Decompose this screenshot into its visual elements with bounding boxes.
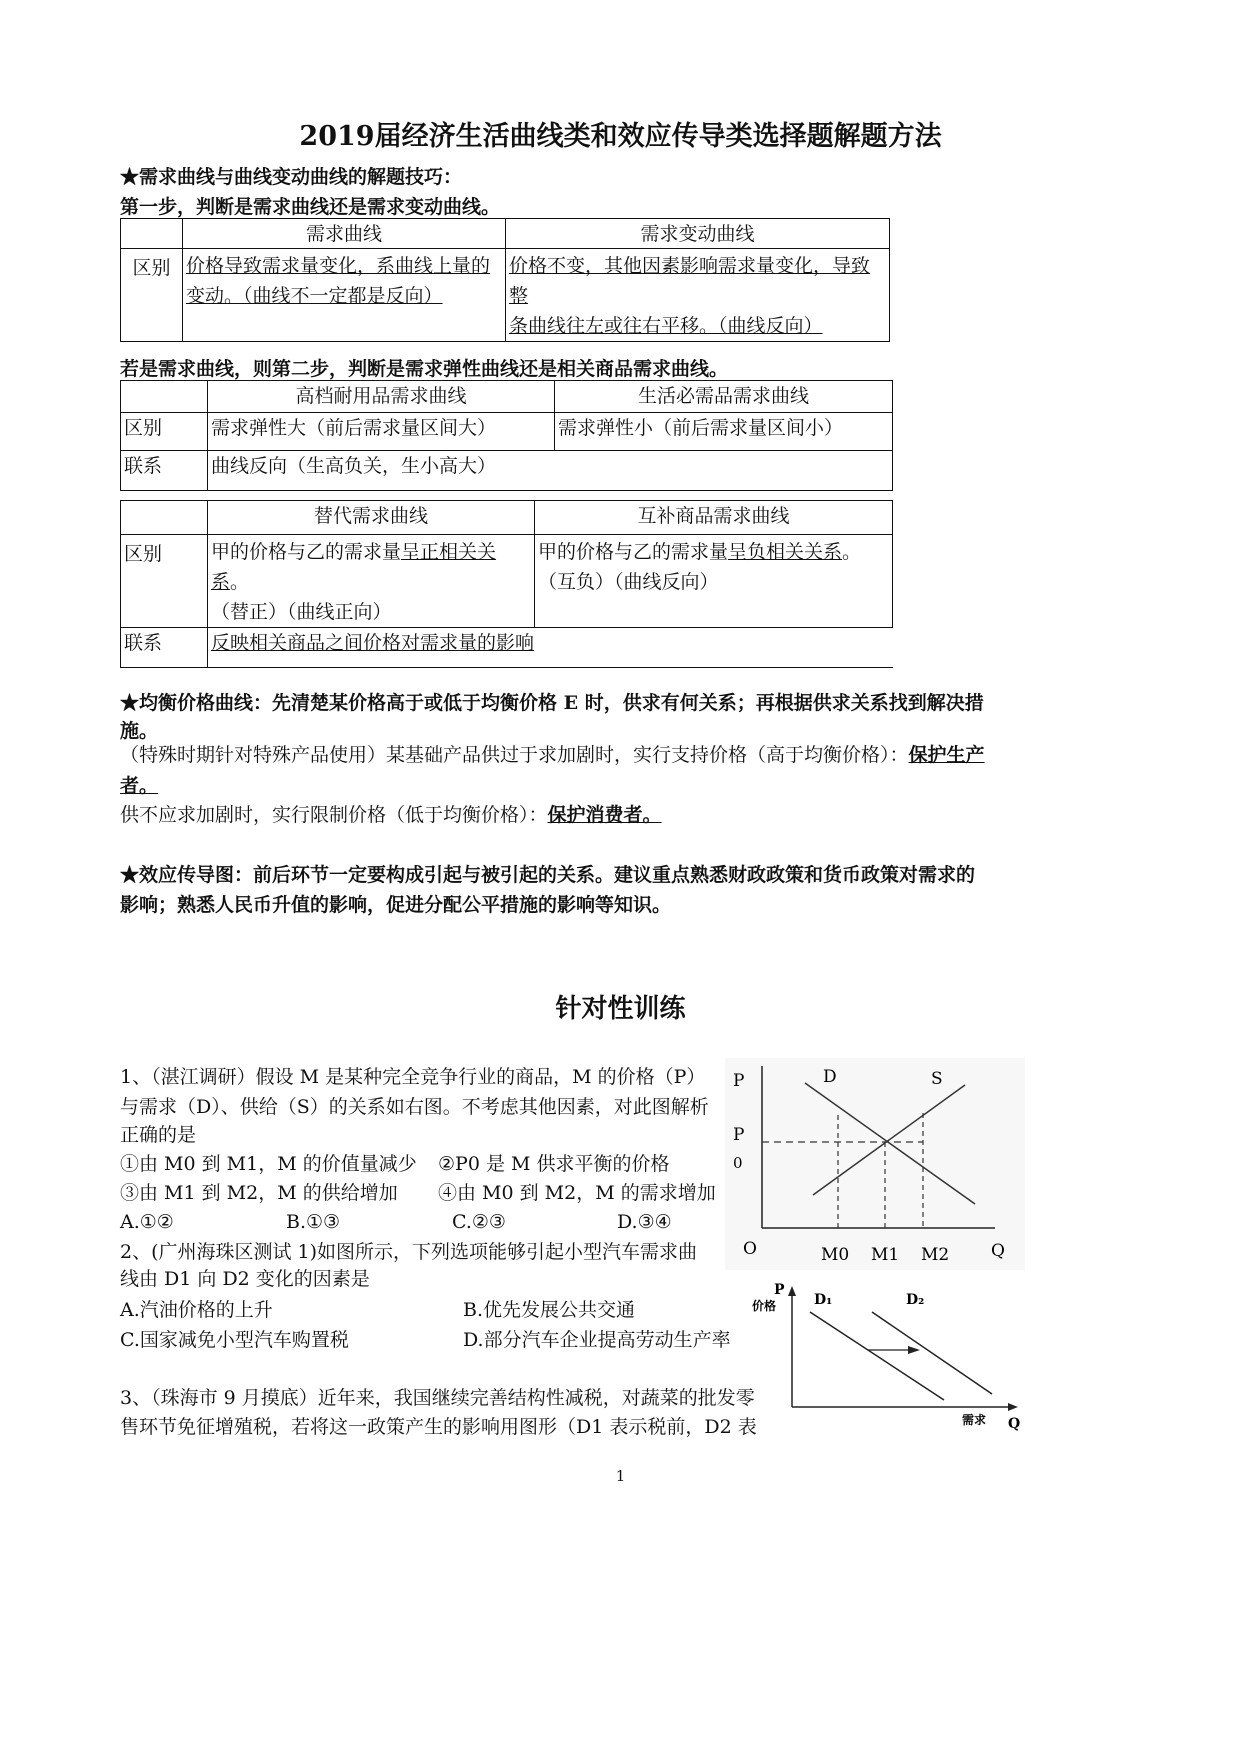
x-axis-arrow [1008, 1403, 1018, 1411]
d2-label: D₂ [906, 1292, 925, 1308]
q-label: Q [1008, 1416, 1021, 1432]
m1-label: M1 [871, 1245, 900, 1265]
q2-option-c: C.国家减免小型汽车购置税 [120, 1329, 349, 1351]
equilibrium-heading: ★均衡价格曲线：先清楚某价格高于或低于均衡价格 E 时，供求有何关系；再根据供求关系找到解决措 [120, 692, 984, 714]
table-header: 替代需求曲线 [208, 501, 535, 535]
table-cell: 甲的价格与乙的需求量 [211, 541, 402, 563]
shift-arrow-head [908, 1346, 920, 1354]
p-label: P [774, 1282, 785, 1298]
table-related-goods: 替代需求曲线 互补商品需求曲线 区别 甲的价格与乙的需求量呈正相关关系。 （替正）（曲线正向） 甲的价格与乙的需求量呈负相关关系。 （互负）（曲线反向） 联系 反映相关商品之间价格对需求量的影响 [120, 500, 893, 668]
paragraph-text: （特殊时期针对特殊产品使用）某基础产品供过于求加剧时，实行支持价格（高于均衡价格）： [120, 744, 909, 766]
d1-label: D₁ [814, 1292, 833, 1308]
equilibrium-heading-cont: 施。 [120, 720, 159, 742]
table-cell: 变动。（曲线不一定都是反向） [186, 285, 443, 307]
supply-demand-figure [725, 1058, 1025, 1270]
table-demand-curve-vs-shift [120, 218, 890, 342]
q1-statement: ④由 M0 到 M2，M 的需求增加 [438, 1182, 716, 1204]
effect-chain-heading-cont: 影响；熟悉人民币升值的影响，促进分配公平措施的影响等知识。 [120, 894, 672, 916]
q1-statement: ③由 M1 到 M2，M 的供给增加 [120, 1182, 398, 1204]
s-label: S [931, 1069, 943, 1089]
q1-stem: 正确的是 [120, 1124, 197, 1146]
step-two: 若是需求曲线，则第二步，判断是需求弹性曲线还是相关商品需求曲线。 [120, 358, 729, 380]
demand-label: 需求 [962, 1413, 987, 1427]
table-cell: 需求弹性大（前后需求量区间大） [208, 413, 555, 451]
table-header: 生活必需品需求曲线 [555, 381, 893, 413]
p0-subscript: 0 [733, 1154, 743, 1172]
section-heading: ★需求曲线与曲线变动曲线的解题技巧： [120, 166, 463, 188]
origin-label: O [743, 1239, 757, 1259]
q2-option-b: B.优先发展公共交通 [463, 1299, 636, 1321]
table-cell: 曲线反向（生高负关，生小高大） [208, 451, 893, 491]
d-label: D [823, 1067, 837, 1087]
table-header: 需求曲线 [183, 219, 506, 249]
table-cell: 条曲线往左或往右平移。（曲线反向） [509, 315, 823, 337]
q3-stem: 3、（珠海市 9 月摸底）近年来，我国继续完善结构性减税，对蔬菜的批发零 [120, 1387, 755, 1409]
q1-option-b: B.①③ [286, 1211, 341, 1233]
q2-stem: 2、(广州海珠区测试 1)如图所示，下列选项能够引起小型汽车需求曲 [120, 1241, 698, 1263]
page-number: 1 [615, 1467, 626, 1485]
q1-option-d: D.③④ [617, 1211, 672, 1233]
m0-label: M0 [821, 1245, 850, 1265]
row-label: 区别 [121, 249, 183, 342]
paragraph-text: 供不应求加剧时，实行限制价格（低于均衡价格）： [120, 804, 548, 826]
table-cell: 需求弹性小（前后需求量区间小） [555, 413, 893, 451]
q2-option-a: A.汽油价格的上升 [120, 1299, 273, 1321]
page-title: 2019届经济生活曲线类和效应传导类选择题解题方法 [299, 121, 942, 152]
underlined-text: 呈负相关关系 [728, 541, 843, 563]
step-one: 第一步，判断是需求曲线还是需求变动曲线。 [120, 196, 501, 218]
effect-chain-heading: ★效应传导图：前后环节一定要构成引起与被引起的关系。建议重点熟悉财政政策和货币政策对需求的 [120, 864, 976, 886]
table-cell: 甲的价格与乙的需求量 [538, 541, 729, 563]
p0-label: P [733, 1125, 745, 1145]
row-label: 区别 [121, 413, 208, 451]
table-header: 互补商品需求曲线 [535, 501, 893, 535]
q-label: Q [991, 1241, 1005, 1261]
q3-stem: 售环节免征增殖税，若将这一政策产生的影响用图形（D1 表示税前，D2 表 [120, 1416, 757, 1438]
q2-option-d: D.部分汽车企业提高劳动生产率 [463, 1329, 731, 1351]
row-label: 区别 [121, 535, 208, 628]
row-label: 联系 [121, 451, 208, 491]
demand-shift-figure [742, 1282, 1032, 1434]
d2-curve [872, 1312, 992, 1394]
q1-stem: 1、（湛江调研）假设 M 是某种完全竞争行业的商品，M 的价格（P） [120, 1066, 706, 1088]
q1-stem: 与需求（D）、供给（S）的关系如右图。不考虑其他因素，对此图解析 [120, 1096, 709, 1118]
d1-curve [810, 1312, 944, 1400]
q1-option-c: C.②③ [452, 1211, 506, 1233]
table-cell: 价格导致需求量变化，系曲线上量的 [186, 255, 491, 277]
q2-stem: 线由 D1 向 D2 变化的因素是 [120, 1268, 370, 1290]
underlined-text: 呈正相关关系 [211, 541, 497, 593]
p-label: P [733, 1071, 745, 1091]
y-axis-arrow [788, 1286, 796, 1296]
table-cell: （互负）（曲线反向） [538, 571, 719, 593]
underlined-text: 者。 [120, 775, 159, 797]
figure-background [725, 1058, 1025, 1270]
training-title: 针对性训练 [555, 994, 686, 1024]
q1-statement: ①由 M0 到 M1，M 的价值量减少 [120, 1153, 417, 1175]
table-cell: 价格不变，其他因素影响需求量变化，导致整 [509, 255, 871, 307]
underlined-text: 保护生产 [908, 744, 985, 766]
table-cell: （替正）（曲线正向） [211, 601, 392, 623]
support-price-paragraph [120, 739, 985, 772]
table-cell: 反映相关商品之间价格对需求量的影响 [211, 632, 535, 654]
m2-label: M2 [921, 1245, 950, 1265]
table-header: 高档耐用品需求曲线 [208, 381, 555, 413]
ceiling-price-paragraph [120, 799, 662, 832]
underlined-text: 保护消费者。 [547, 804, 662, 826]
table-elasticity [120, 380, 893, 491]
table-header: 需求变动曲线 [506, 219, 890, 249]
q1-statement: ②P0 是 M 供求平衡的价格 [438, 1153, 670, 1175]
price-label: 价格 [752, 1299, 777, 1313]
q1-option-a: A.①② [120, 1211, 174, 1233]
row-label: 联系 [121, 628, 208, 668]
